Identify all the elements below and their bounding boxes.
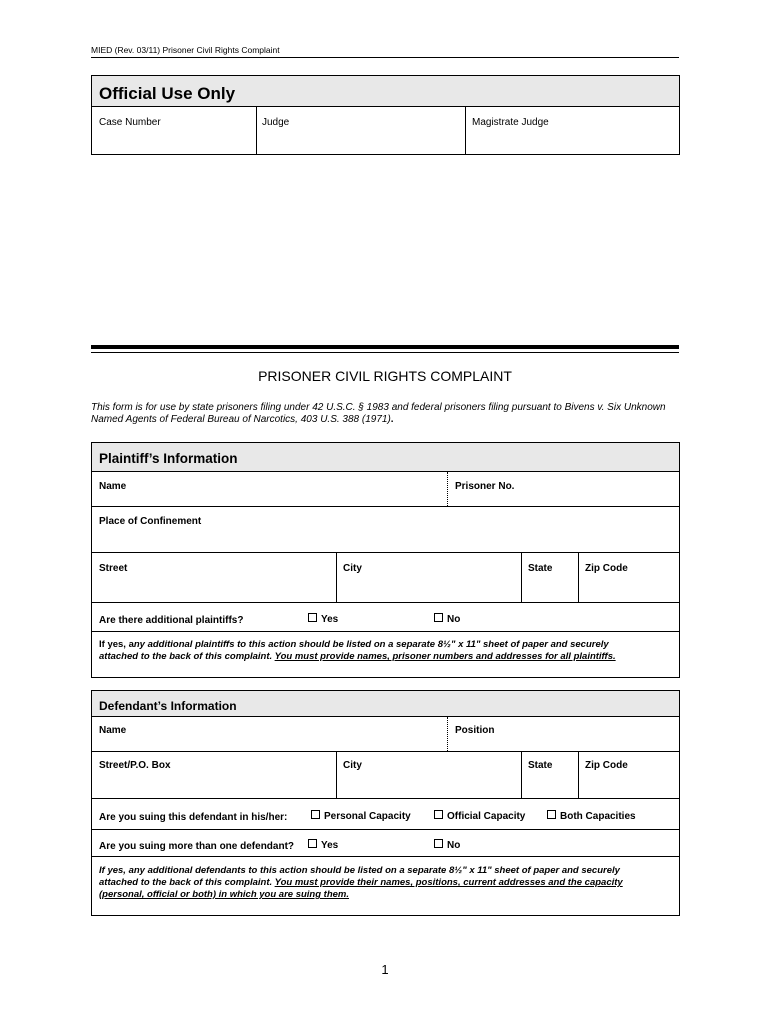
checkbox-icon[interactable] <box>434 810 443 819</box>
plaintiff-street-divider <box>336 552 337 602</box>
more-defendants-question: Are you suing more than one defendant? <box>99 841 295 852</box>
checkbox-icon[interactable] <box>547 810 556 819</box>
additional-plaintiffs-yes[interactable] <box>308 613 338 625</box>
yes-label: Yes <box>321 840 339 851</box>
note-prefix: If yes, a <box>99 639 134 650</box>
defendant-name-divider <box>447 717 448 751</box>
defendant-state-label: State <box>528 760 553 771</box>
no-label: No <box>447 614 461 625</box>
defendant-position-label: Position <box>455 725 495 736</box>
plaintiff-note <box>99 639 674 663</box>
plaintiff-row-rule-2 <box>92 552 679 553</box>
plaintiff-row-rule-4 <box>92 631 679 632</box>
plaintiff-title: Plaintiff’s Information <box>92 443 679 472</box>
plaintiff-prisoner-no-label: Prisoner No. <box>455 481 515 492</box>
plaintiff-name-label: Name <box>99 481 127 492</box>
yes-label: Yes <box>321 614 339 625</box>
defendant-note-line-2 <box>99 877 674 889</box>
intro-line-2-text: Named Agents of Federal Bureau of Narcotics, 403 U.S. 388 (1971) <box>91 414 391 425</box>
page-number: 1 <box>381 962 389 977</box>
plaintiff-name-divider <box>447 472 448 506</box>
both-capacities-label: Both Capacities <box>560 811 636 822</box>
title-thick-rule <box>91 345 679 349</box>
judge-label: Judge <box>262 117 290 128</box>
personal-capacity-option[interactable] <box>311 810 411 822</box>
header-rule <box>91 57 679 58</box>
checkbox-icon[interactable] <box>308 839 317 848</box>
no-label: No <box>447 840 461 851</box>
defendant-row-rule-1 <box>92 751 679 752</box>
plaintiff-row-rule-3 <box>92 602 679 603</box>
plaintiff-state-divider <box>578 552 579 602</box>
defendant-section <box>91 690 680 916</box>
plaintiff-city-divider <box>521 552 522 602</box>
intro-line-1: This form is for use by state prisoners filing under 42 U.S.C. § 1983 and federal prisoners filing pursuant to Bivens v. Six Unknown <box>91 402 666 413</box>
additional-plaintiffs-no[interactable] <box>434 613 460 625</box>
defendant-note-line-3: (personal, official or both) in which you are suing them. <box>99 889 350 900</box>
plaintiff-state-label: State <box>528 563 553 574</box>
checkbox-icon[interactable] <box>308 613 317 622</box>
defendant-street-label: Street/P.O. Box <box>99 760 171 771</box>
capacity-question: Are you suing this defendant in his/her: <box>99 812 288 823</box>
plaintiff-note-line-2 <box>99 651 674 663</box>
plaintiff-row-rule-1 <box>92 506 679 507</box>
intro-line-2 <box>91 414 681 426</box>
more-defendants-no[interactable] <box>434 839 460 851</box>
note-text: attached to the back of this complaint. <box>99 651 275 662</box>
defendant-row-rule-4 <box>92 856 679 857</box>
note-text: attached to the back of this complaint. <box>99 877 275 888</box>
title-thin-rule <box>91 352 679 353</box>
defendant-row-rule-3 <box>92 829 679 830</box>
note-text: ny additional plaintiffs to this action should be listed on a separate 8½" x 11" sheet of paper and securely <box>133 639 609 650</box>
note-underlined: You must provide their names, positions, current addresses and the capacity <box>274 877 623 888</box>
defendant-title: Defendant’s Information <box>92 691 679 717</box>
official-capacity-label: Official Capacity <box>447 811 526 822</box>
official-capacity-option[interactable] <box>434 810 525 822</box>
defendant-row-rule-2 <box>92 798 679 799</box>
defendant-name-label: Name <box>99 725 127 736</box>
case-number-label: Case Number <box>99 117 161 128</box>
defendant-city-divider <box>521 751 522 798</box>
plaintiff-city-label: City <box>343 563 362 574</box>
defendant-street-divider <box>336 751 337 798</box>
official-divider-1 <box>256 107 257 155</box>
defendant-note <box>99 865 674 901</box>
official-divider-2 <box>465 107 466 155</box>
intro-period: . <box>390 414 394 425</box>
checkbox-icon[interactable] <box>434 613 443 622</box>
plaintiff-note-line-1 <box>99 639 674 651</box>
defendant-note-line-1: If yes, any additional defendants to this action should be listed on a separate 8½" x 11" sheet of paper and securely <box>99 865 620 876</box>
plaintiff-zip-label: Zip Code <box>585 563 628 574</box>
plaintiff-street-label: Street <box>99 563 128 574</box>
checkbox-icon[interactable] <box>311 810 320 819</box>
complaint-intro <box>91 402 681 426</box>
defendant-zip-label: Zip Code <box>585 760 628 771</box>
official-use-box <box>91 75 680 155</box>
both-capacities-option[interactable] <box>547 810 636 822</box>
magistrate-judge-label: Magistrate Judge <box>472 117 549 128</box>
official-use-title: Official Use Only <box>92 76 679 107</box>
more-defendants-yes[interactable] <box>308 839 338 851</box>
plaintiff-section <box>91 442 680 678</box>
personal-capacity-label: Personal Capacity <box>324 811 411 822</box>
complaint-title: PRISONER CIVIL RIGHTS COMPLAINT <box>258 368 512 384</box>
additional-plaintiffs-question: Are there additional plaintiffs? <box>99 615 244 626</box>
checkbox-icon[interactable] <box>434 839 443 848</box>
defendant-city-label: City <box>343 760 362 771</box>
note-underlined: You must provide names, prisoner numbers and addresses for all plaintiffs. <box>274 651 616 662</box>
form-revision-header: MIED (Rev. 03/11) Prisoner Civil Rights Complaint <box>91 45 280 55</box>
defendant-state-divider <box>578 751 579 798</box>
plaintiff-confinement-label: Place of Confinement <box>99 516 202 527</box>
